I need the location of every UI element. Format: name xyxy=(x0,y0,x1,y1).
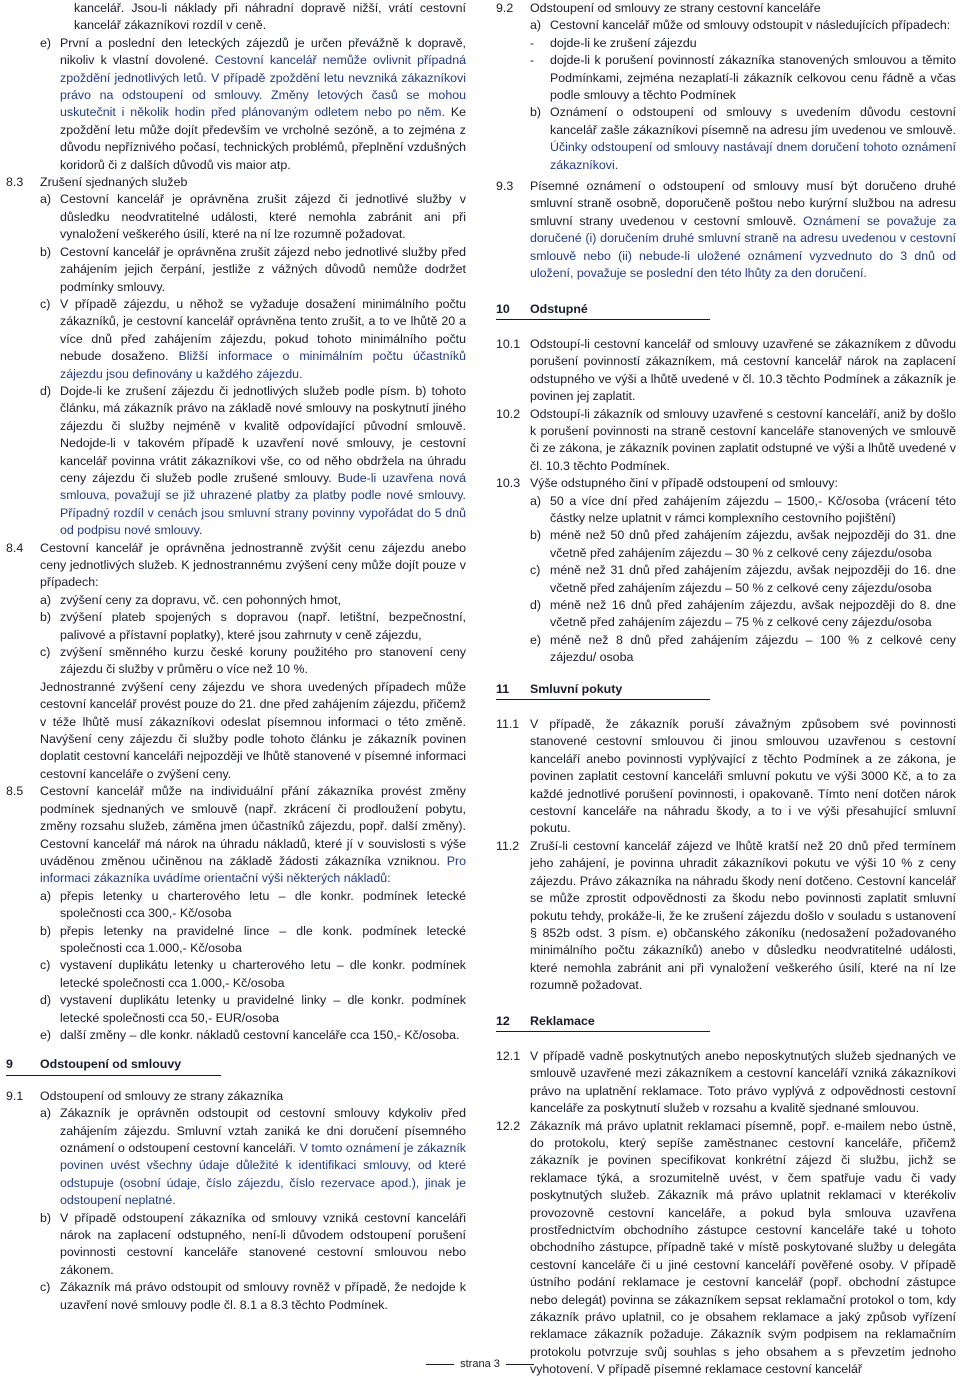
list-item xyxy=(40,0,466,35)
list-item-c xyxy=(530,562,956,597)
item-text: zvýšení směnného kurzu české koruny použitého pro stanovení ceny zájezdu či služby v průměru o více než 10 %. xyxy=(60,645,466,677)
section-text: V případě, že zákazník poruší závažným způsobem své povinnosti stanovené cestovní smlouvou či jinou smlouvou uzavřenou s cestovní kanceláří anebo povinnosti vyplývající z těchto Podmínek a ze zákona, je povinen zaplatit cestovní kanceláři smluvní pokutu ve výši 3000 Kč, a to za každé jednotlivé porušení povinnosti, i opakovaně. Tímto není dotčen nárok cestovní kanceláře na náhradu škody, a to i ve výši přesahující smluvní pokutu. xyxy=(530,717,956,836)
paragraph xyxy=(6,0,466,174)
item-label: e) xyxy=(40,1027,52,1042)
section-11-2 xyxy=(496,838,956,995)
item-label: c) xyxy=(530,563,541,578)
section-heading-title: Smluvní pokuty xyxy=(530,681,623,696)
section-heading-11 xyxy=(496,681,710,700)
item-text: zvýšení plateb spojených s dopravou (např. letištní, bezpečnostní, palivové a přístavní poplatky), které jsou zahrnuty v ceně zájezdu, xyxy=(60,610,466,642)
list-item-a xyxy=(40,592,466,609)
section-number: 12.2 xyxy=(496,1118,521,1133)
item-label: b) xyxy=(530,528,542,543)
section-9-3 xyxy=(496,178,956,282)
list-item-d xyxy=(40,992,466,1027)
section-heading-title: Odstoupení od smlouvy xyxy=(40,1057,182,1072)
item-label: a) xyxy=(530,493,542,508)
item-text: méně než 8 dnů před zahájením zájezdu – 100 % z celkové ceny zájezdu/ osoba xyxy=(550,632,956,665)
section-number: 10.2 xyxy=(496,406,521,421)
section-text: Výše odstupného činí v případě odstoupení od smlouvy: xyxy=(530,476,838,491)
item-text-highlight: Bude-li uzavřena nová smlouva, považují se již uhrazené platby za platby podle nové smlouvy. Případný rozdíl v cenách jsou smluvní strany povinny vypořádat do 5 dnů od podpisu nové smlouvy. xyxy=(60,470,466,538)
list-item-a xyxy=(40,1105,466,1209)
footer-rule xyxy=(506,1364,534,1365)
item-text-highlight: Cestovní kancelář nemůže ovlivnit případná zpoždění jednotlivých letů. V případě zpoždění letu nevzniká zákazníkovi právo na odstoupení od smlouvy. Změny letových časů se mohou uskutečnit i několik hodin před plánovaným odletem nebo po něm. xyxy=(60,53,466,120)
item-text-highlight: V tomto oznámení je zákazník povinen uvést všechny údaje důležité k identifikaci smlouvy, od které odstupuje (osobní údaje, číslo zájezdu, číslo rezervace apod.), jinak je odstoupení neplatné. xyxy=(60,1141,466,1208)
section-text-main: Cestovní kancelář může na individuální přání zákazníka provést změny podmínek sjednaných ve smlouvě (např. zkrácení či prodloužení pobytu, změny rozsahu služeb, záměna jmen účastníků zájezdu, popř. další změny). Cestovní kancelář má nárok na úhradu nákladů, které jí v souvislosti s výše uváděnou změnou učiněnou na základě žádosti zákazníka vzniknou. xyxy=(40,784,466,868)
section-text: V případě vadně poskytnutých anebo neposkytnutých služeb sjednaných ve smlouvě uzavřené mezi zákazníkem a cestovní kanceláří vzniká zákazníkovi právo na uplatnění reklamace. Toto právo vyplývá z odpovědnosti cestovní kanceláře za poskytnutí služeb v rozsahu a kvalitě sjednané smlouvou. xyxy=(530,1048,956,1116)
footer-rule xyxy=(426,1364,454,1365)
section-text-highlight: Oznámení se považuje za doručené (i) doručením druhé smluvní straně na adresu uvedenou v cestovní smlouvě nebo (ii) nebude-li uložené oznámení vyzvednuto do 3 dnů od uložení, považuje se poslední den této lhůty za den doručení. xyxy=(530,213,956,281)
item-label: e) xyxy=(40,35,52,50)
section-number: 12 xyxy=(496,1013,510,1028)
item-text: Cestovní kancelář je oprávněna zrušit zájezd nebo jednotlivé služby před zahájením jejich čerpání, jestliže z vážných důvodů nemůže dodržet podmínky smlouvy. xyxy=(60,244,466,294)
list-item-b xyxy=(530,527,956,562)
item-label: b) xyxy=(40,923,52,938)
item-text: přepis letenky na pravidelné lince – dle konk. podmínek letecké společnosti cca 1.000,- Kč/osoba xyxy=(60,923,466,955)
section-title: Odstoupení od smlouvy ze strany zákazníka xyxy=(40,1088,284,1103)
dash-item xyxy=(530,35,956,52)
item-label: - xyxy=(530,53,535,68)
section-10-2 xyxy=(496,406,956,476)
item-text: dojde-li k porušení povinností zákazníka stanovených smlouvou a těmito Podmínkami, zejména nezaplatí-li zákazník celkovou cenu řádně a včas podle smlouvy a těchto Podmínek xyxy=(550,53,956,103)
item-label: a) xyxy=(40,1106,52,1121)
section-heading-10 xyxy=(496,301,710,320)
item-label: b) xyxy=(40,244,52,259)
item-text: vystavení duplikátu letenky u charterového letu – dle konkr. podmínek letecké společnosti cca 1.000,- Kč/osoba xyxy=(60,958,466,990)
dash-item xyxy=(530,52,956,104)
section-number: 11.1 xyxy=(496,717,520,732)
section-text: Odstoupí-li cestovní kancelář od smlouvy uzavřené se zákazníkem z důvodu porušení povinností zákazníkem, má cestovní kancelář nárok na zaplacení odstupného ve výši a lhůtě uvedené v čl. 10.3 těchto Podmínek a zákazník je povinen jej zaplatit. xyxy=(530,336,956,404)
item-label: b) xyxy=(530,105,542,120)
item-text: Cestovní kancelář může od smlouvy odstoupit v následujících případech: xyxy=(550,18,951,33)
page-footer xyxy=(0,1356,960,1373)
item-text: Zákazník je oprávněn odstoupit od cestovní smlouvy kdykoliv před zahájením zájezdu. Smluvní vztah zaniká ke dni doručení písemného oznámení o odstoupení cestovní kanceláři. xyxy=(60,1106,466,1155)
item-label: d) xyxy=(530,598,542,612)
section-heading-title: Odstupné xyxy=(530,301,588,316)
item-label: - xyxy=(530,35,535,50)
item-label: a) xyxy=(530,18,542,33)
list-item-b xyxy=(530,104,956,174)
list-item-b xyxy=(40,1210,466,1280)
section-8-3 xyxy=(6,174,466,540)
list-item-a xyxy=(40,191,466,243)
section-text: Zákazník má právo uplatnit reklamaci písemně, popř. e-mailem nebo ústně, do protokolu, který sepíše zaměstnanec cestovní kanceláře, přičemž zákazník je povinen specifikovat konkrétní zájezd či službu, jichž se reklamace týká, a srozumitelně uvést, v čem spatřuje vadu či vady poskytnutých služeb. Zákazník má právo uplatnit reklamaci v kterékoliv provozovně cestovní kanceláře, a pokud byla smlouva uzavřena prostřednictvím obchodního zástupce cestovní kanceláře také u tohoto obchodního zástupce, případně také v místě poskytované služby u delegáta cestovní kanceláře či u jiné cestovní kanceláří pověřené osoby. V případě ústního podání reklamace je cestovní kancelář (popř. obchodní zástupce nebo delegát) povinna se zákazníkem sepsat reklamační protokol o tom, kdy zákazník právo uplatnil, co je obsahem reklamace a jaký způsob vyřízení reklamace zákazník požaduje. Zákazník svým podpisem na reklamačním protokolu potvrzuje svůj souhlas s jeho obsahem a s převzetím jednoho vyhotovení. V případě písemné reklamace cestovní kancelář xyxy=(530,1118,956,1377)
item-label: c) xyxy=(40,958,51,973)
section-number: 8.4 xyxy=(6,540,24,555)
item-text: Zákazník má právo odstoupit od smlouvy rovněž v případě, že nedojde k uzavření nové smlouvy podle čl. 8.1 a 8.3 těchto Podmínek. xyxy=(60,1280,466,1312)
list-item-a xyxy=(530,17,956,34)
list-item-c xyxy=(40,957,466,992)
section-number: 10 xyxy=(496,301,510,316)
section-title: Zrušení sjednaných služeb xyxy=(40,175,188,190)
list-item-e xyxy=(40,1027,466,1044)
list-item-d xyxy=(530,597,956,632)
item-text-highlight: Bližší informace o minimálním počtu účastníků zájezdu jsou definovány u každého zájezdu. xyxy=(60,349,466,381)
list-item-e xyxy=(40,35,466,174)
section-11-1 xyxy=(496,716,956,838)
item-label: b) xyxy=(40,1210,52,1225)
list-item-d xyxy=(40,383,466,540)
section-number: 11.2 xyxy=(496,838,520,853)
section-text xyxy=(40,783,466,887)
item-text: Dojde-li ke zrušení zájezdu či jednotlivých služeb podle písm. b) tohoto článku, má zákazník právo na základě nové smlouvy na poskytnutí jiného zájezdu či služby nejméně v kvalitě odpovídající původní smlouvě. Nedojde-li v takovém případě k uzavření nové smlouvy, je cestovní kancelář povinna vrátit zákazníkovi vše, co od něho obdržela na úhradu ceny zájezdu či služeb podle zrušené smlouvy. xyxy=(60,383,466,485)
section-number: 11 xyxy=(496,681,510,696)
item-label: c) xyxy=(40,296,51,311)
section-10-1 xyxy=(496,336,956,406)
section-heading-12 xyxy=(496,1013,710,1032)
item-text: V případě zájezdu, u něhož se vyžaduje dosažení minimálního počtu zákazníků, je cestovní kancelář oprávněna tento zrušit, a to ve lhůtě 20 a více dnů před zahájením zájezdu, pokud tohoto minimálního počtu nebude dosaženo. xyxy=(60,296,466,364)
section-text: Odstoupí-li zákazník od smlouvy uzavřené s cestovní kanceláří, aniž by došlo k porušení povinnosti na straně cestovní kanceláře stanovených ve smlouvě či ze zákona, je zákazník povinen zaplatit odstupné ve výši a lhůtě uvedené v čl. 10.3 těchto Podmínek. xyxy=(530,406,956,473)
item-text: V případě odstoupení zákazníka od smlouvy vzniká cestovní kanceláři nárok na zaplacení odstupného, není-li důvodem odstoupení porušení povinnosti cestovní kanceláře stanovené cestovní smlouvou nebo zákonem. xyxy=(60,1210,466,1277)
item-text-highlight: Účinky odstoupení od smlouvy nastávají dnem doručení tohoto oznámení zákazníkovi. xyxy=(550,140,956,172)
item-text: méně než 16 dnů před zahájením zájezdu, avšak nejpozději do 8. dne včetně před zahájením zájezdu – 75 % z celkové ceny zájezdu/osoba xyxy=(550,598,956,630)
section-number: 10.3 xyxy=(496,476,521,491)
section-number: 8.5 xyxy=(6,784,24,799)
section-heading-9 xyxy=(6,1056,221,1075)
item-text: méně než 31 dnů před zahájením zájezdu, avšak nejpozději do 16. dne včetně před zahájením zájezdu – 50 % z celkové ceny zájezdu/osoba xyxy=(550,563,956,595)
item-text: Cestovní kancelář je oprávněna zrušit zájezd či jednotlivé služby v důsledku neodvratitelné události, které nemohla zabránit ani při vynaložení veškerého úsilí, které na ní lze rozumně požadovat. xyxy=(60,192,466,242)
item-label: d) xyxy=(40,383,52,398)
item-label: c) xyxy=(40,645,51,660)
right-column xyxy=(496,0,956,1379)
item-label: c) xyxy=(40,1280,51,1295)
section-text-highlight: Pro informaci zákazníka uvádíme orientační výši některých nákladů: xyxy=(40,853,466,886)
section-text-main: Písemné oznámení o odstoupení od smlouvy musí být doručeno druhé smluvní straně osobně, doporučeně poštou nebo kurýrní službou na adresu smluvní strany uvedenou v cestovní smlouvě. xyxy=(530,179,956,228)
item-text: dojde-li ke zrušení zájezdu xyxy=(550,35,697,50)
section-text: Zruší-li cestovní kancelář zájezd ve lhůtě kratší než 20 dnů před termínem jeho zahájení, je povinna uhradit zákazníkovi pokutu ve výši 10 % z ceny zájezdu. Právo zákazníka na náhradu škody není dotčeno. Cestovní kancelář se může zprostit odpovědnosti za škodu nebo povinnosti zaplatit smluvní pokutu tehdy, prokáže-li, že ke zrušení zájezdu došlo v souladu s ustanovení § 852b odst. 3 písm. e) občanského zákoníku (nedosažení požadovaného minimálního počtu zákazníků) anebo v důsledku neodvratitelné události, které nemohla zabránit ani při vynaložení veškerého úsilí, které na ní lze rozumně požadovat. xyxy=(530,838,956,993)
continued-text: kancelář. Jsou-li náklady při náhradní dopravě nižší, vrátí cestovní kancelář zákazníkovi rozdíl v ceně. xyxy=(74,1,466,33)
item-text: Oznámení o odstoupení od smlouvy s uvedením důvodu cestovní kancelář zašle zákazníkovi písemně na adresu jím uvedenou ve smlouvě. xyxy=(550,105,956,137)
section-12-1 xyxy=(496,1048,956,1118)
list-item-e xyxy=(530,632,956,667)
item-text: vystavení duplikátu letenky u pravidelné linky – dle konkr. podmínek letecké společnosti cca 50,- EUR/osoba xyxy=(60,993,466,1025)
section-number: 9.1 xyxy=(6,1088,24,1103)
list-item-b xyxy=(40,244,466,296)
list-item-c xyxy=(40,296,466,383)
left-column xyxy=(6,0,466,1314)
section-8-4 xyxy=(6,540,466,784)
section-text xyxy=(530,178,956,282)
section-text: Cestovní kancelář je oprávněna jednostranně zvýšit cenu zájezdu anebo ceny jednotlivých služeb. K jednostrannému zvýšení ceny může dojít pouze v případech: xyxy=(40,540,466,590)
item-text: zvýšení ceny za dopravu, vč. cen pohonných hmot, xyxy=(60,592,342,607)
section-number: 10.1 xyxy=(496,336,521,351)
item-label: e) xyxy=(530,632,542,647)
item-label: b) xyxy=(40,610,52,625)
section-number: 12.1 xyxy=(496,1048,521,1063)
item-label: a) xyxy=(40,592,52,607)
item-label: a) xyxy=(40,192,52,207)
section-title: Odstoupení od smlouvy ze strany cestovní kanceláře xyxy=(530,1,821,15)
section-number: 9.3 xyxy=(496,179,514,194)
list-item-c xyxy=(40,644,466,679)
list-item-c xyxy=(40,1279,466,1314)
item-text: První a poslední den leteckých zájezdů je určen převážně k dopravě, nikoliv k vlastní dovolené. xyxy=(60,35,466,68)
item-text: 50 a více dní před zahájením zájezdu – 1500,- Kč/osoba (vrácení této částky nelze uplatnit v rámci komplexního cestovního pojištění) xyxy=(550,493,956,525)
list-item-a xyxy=(530,493,956,528)
section-10-3 xyxy=(496,475,956,666)
section-12-2 xyxy=(496,1118,956,1379)
item-text: Ke zpoždění letu může dojít především ve vrcholné sezóně, a to zejména z důvodu nepříznivého počasí, technických problémů, přeplnění vzdušných koridorů či z dalších důvodů vis maior atp. xyxy=(60,105,466,172)
item-text: další změny – dle konkr. nákladů cestovní kanceláře cca 150,- Kč/osoba. xyxy=(60,1027,460,1042)
section-9-2 xyxy=(496,0,956,174)
section-heading-title: Reklamace xyxy=(530,1013,595,1028)
item-text: méně než 50 dnů před zahájením zájezdu, avšak nejpozději do 31. dne včetně před zahájením zájezdu – 30 % z celkové ceny zájezdu/osoba xyxy=(550,528,956,560)
section-number: 8.3 xyxy=(6,175,24,190)
list-item-b xyxy=(40,923,466,958)
page-number: strana 3 xyxy=(460,1358,500,1370)
section-number: 9 xyxy=(6,1057,13,1072)
list-item-b xyxy=(40,609,466,644)
section-8-5 xyxy=(6,783,466,1044)
section-text: Jednostranné zvýšení ceny zájezdu ve shora uvedených případech může cestovní kancelář provést pouze do 21. dne před zahájením zájezdu, přičemž v téže lhůtě musí zákazníkovi odeslat písemnou informaci o této změně. Navýšení ceny zájezdu či služby podle tohoto článku je zákazník povinen doplatit cestovní kanceláři nejpozději ve lhůtě stanovené v písemné informaci cestovní kanceláře o zvýšení ceny. xyxy=(40,679,466,781)
item-label: a) xyxy=(40,888,52,903)
section-number: 9.2 xyxy=(496,1,514,15)
list-item-a xyxy=(40,888,466,923)
section-9-1 xyxy=(6,1088,466,1314)
item-label: d) xyxy=(40,993,52,1008)
item-text: přepis letenky u charterového letu – dle konkr. podmínek letecké společnosti cca 300,- Kč/osoba xyxy=(60,888,466,921)
